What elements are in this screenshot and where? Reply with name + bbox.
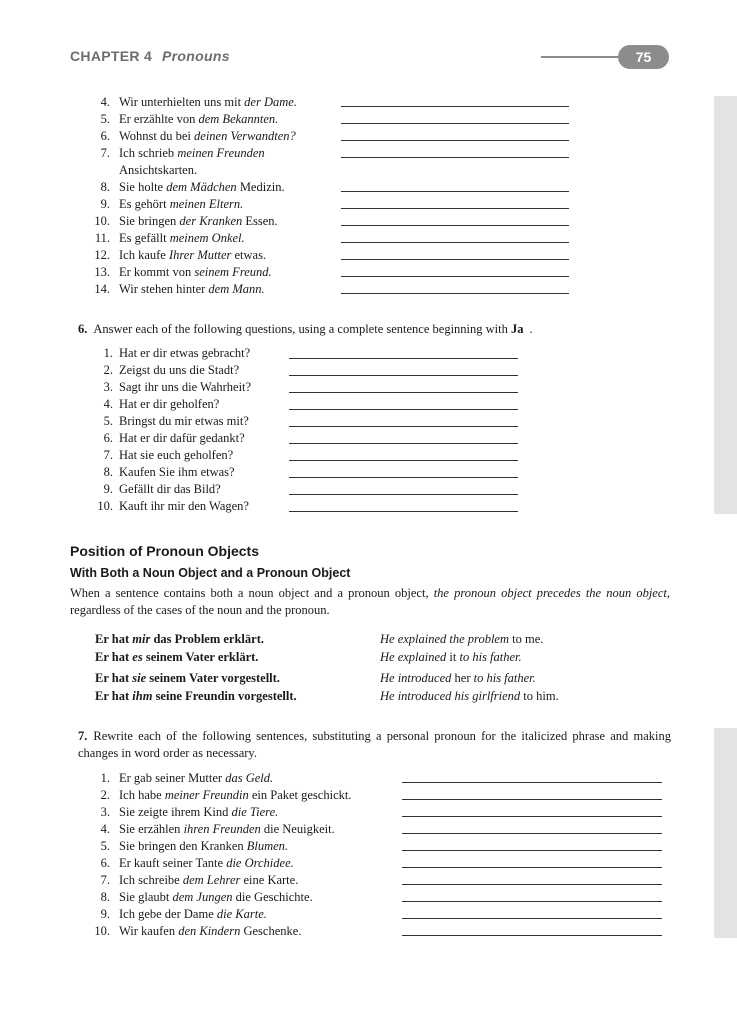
exercise-item [0, 247, 737, 264]
item-number: 6. [100, 856, 110, 870]
exercise-6-instruction: 6. Answer each of the following questions, using a complete sentence beginning with Ja . [78, 322, 533, 336]
item-number: 5. [103, 414, 113, 428]
exercise-item [0, 906, 737, 923]
exercise-item [0, 413, 737, 430]
italic-phrase: Ihrer Mutter [168, 248, 232, 262]
text-segment: seinem Vater vorgestellt. [146, 671, 280, 685]
section-subtitle: With Both a Noun Object and a Pronoun Object [70, 566, 351, 580]
text-segment: Er erzählte von [119, 112, 199, 126]
answer-line[interactable] [341, 259, 569, 260]
text-segment: Ich schrieb [119, 146, 178, 160]
exercise-item [0, 281, 737, 298]
exercise-7-instruction: 7. Rewrite each of the following sentences, substituting a personal pronoun for the italicized phrase and making changes in word order as necessary. [78, 729, 671, 760]
item-sentence [119, 787, 351, 804]
text-segment: Wir unterhielten uns mit [119, 95, 245, 109]
exercise-item [0, 179, 737, 196]
text-segment: Essen. [242, 214, 278, 228]
item-sentence [119, 804, 278, 821]
answer-line[interactable] [402, 918, 662, 919]
italic-phrase: dem Lehrer [182, 873, 241, 887]
item-number: 14. [94, 282, 110, 296]
answer-line[interactable] [402, 782, 662, 783]
section-title: Position of Pronoun Objects [70, 543, 259, 559]
text-segment: ein Paket geschickt. [248, 788, 352, 802]
item-number: 3. [100, 805, 110, 819]
item-number: 11. [94, 231, 110, 245]
item-sentence [119, 872, 298, 889]
item-number: 10. [94, 924, 110, 938]
italic-phrase: sie [132, 671, 147, 685]
item-sentence [119, 128, 296, 145]
text-segment: die Geschichte. [232, 890, 313, 904]
exercise-item [0, 111, 737, 128]
english-translation [380, 687, 559, 705]
exercise-item [0, 447, 737, 464]
item-sentence [119, 821, 335, 838]
text-segment: to me. [509, 632, 544, 646]
english-translation [380, 630, 543, 648]
text-segment: Ich kaufe [119, 248, 169, 262]
answer-line[interactable] [341, 157, 569, 158]
item-sentence [119, 855, 294, 872]
exercise-item [0, 94, 737, 111]
item-sentence [119, 889, 313, 906]
text-segment: Ich gebe der Dame [119, 907, 217, 921]
item-question: Kaufen Sie ihm etwas? [119, 465, 235, 479]
answer-line[interactable] [289, 358, 518, 359]
english-translation [380, 669, 536, 687]
answer-line[interactable] [289, 375, 518, 376]
answer-line[interactable] [341, 225, 569, 226]
exercise-item [0, 379, 737, 396]
exercise-item [0, 196, 737, 213]
italic-phrase: dem Mann. [208, 282, 265, 296]
item-number: 6. [100, 129, 110, 143]
item-number: 7. [100, 146, 110, 160]
item-sentence [119, 838, 288, 855]
example-row [0, 648, 737, 666]
italic-phrase: meiner Freundin [164, 788, 249, 802]
italic-phrase: to his father. [459, 650, 522, 664]
item-sentence-continuation: Ansichtskarten. [119, 163, 198, 177]
answer-line[interactable] [289, 460, 518, 461]
exercise-item [0, 838, 737, 855]
item-number: 9. [100, 197, 110, 211]
text-segment: eine Karte. [240, 873, 299, 887]
item-sentence [119, 264, 272, 281]
answer-line[interactable] [341, 276, 569, 277]
answer-line[interactable] [402, 884, 662, 885]
answer-line[interactable] [289, 494, 518, 495]
answer-line[interactable] [402, 816, 662, 817]
item-number: 10. [97, 499, 113, 513]
italic-phrase: dem Mädchen [166, 180, 237, 194]
item-question: Bringst du mir etwas mit? [119, 414, 249, 428]
item-sentence [119, 906, 267, 923]
exercise-item [0, 213, 737, 230]
item-question: Hat er dir etwas gebracht? [119, 346, 251, 360]
exercise-item [0, 804, 737, 821]
chapter-topic: Pronouns [162, 48, 230, 64]
example-row [0, 669, 737, 687]
italic-phrase: die Karte. [216, 907, 267, 921]
italic-phrase: mir [132, 632, 151, 646]
italic-phrase: Blumen. [246, 839, 289, 853]
answer-line[interactable] [341, 242, 569, 243]
exercise-item [0, 855, 737, 872]
italic-phrase: He introduced his girlfriend [380, 689, 521, 703]
item-sentence [119, 770, 273, 787]
italic-phrase: He explained [380, 650, 447, 664]
exercise-item [0, 396, 737, 413]
italic-phrase: dem Jungen [172, 890, 233, 904]
italic-phrase: der Kranken [179, 214, 243, 228]
italic-phrase: to his father. [473, 671, 536, 685]
item-number: 10. [94, 214, 110, 228]
item-number: 8. [103, 465, 113, 479]
exercise-item [0, 362, 737, 379]
text-segment: Er kauft seiner Tante [119, 856, 227, 870]
italic-phrase: ihm [132, 689, 153, 703]
text-segment: Geschenke. [240, 924, 302, 938]
item-question: Zeigst du uns die Stadt? [119, 363, 240, 377]
item-number: 13. [94, 265, 110, 279]
italic-phrase: das Geld. [225, 771, 274, 785]
text-segment: Medizin. [236, 180, 285, 194]
italic-phrase: He introduced [380, 671, 452, 685]
text-segment: Wohnst du bei [119, 129, 195, 143]
text-segment: Es gefällt [119, 231, 170, 245]
answer-line[interactable] [289, 511, 518, 512]
item-number: 1. [103, 346, 113, 360]
answer-line[interactable] [402, 901, 662, 902]
answer-line[interactable] [402, 867, 662, 868]
item-number: 6. [103, 431, 113, 445]
item-number: 4. [103, 397, 113, 411]
answer-line[interactable] [289, 409, 518, 410]
italic-phrase: meinen Eltern. [169, 197, 244, 211]
text-segment: Sie erzählen [119, 822, 184, 836]
example-row [0, 630, 737, 648]
italic-phrase: meinen Freunden [177, 146, 265, 160]
italic-phrase: der Dame. [244, 95, 297, 109]
example-row [0, 687, 737, 705]
item-number: 3. [103, 380, 113, 394]
item-number: 2. [100, 788, 110, 802]
item-sentence [119, 923, 301, 940]
item-sentence [119, 179, 285, 196]
italic-phrase: deinen Verwandten? [194, 129, 296, 143]
exercise-item [0, 889, 737, 906]
text-segment: to him. [520, 689, 559, 703]
answer-line[interactable] [289, 477, 518, 478]
item-number: 9. [103, 482, 113, 496]
exercise-number: 7. [78, 729, 88, 743]
text-segment: Ich schreibe [119, 873, 183, 887]
text-segment: Er hat [95, 671, 133, 685]
italic-phrase: den Kindern [178, 924, 241, 938]
answer-line[interactable] [341, 123, 569, 124]
text-segment: Wir stehen hinter [119, 282, 209, 296]
text-segment: Sie holte [119, 180, 167, 194]
italic-phrase: meinem Onkel. [169, 231, 245, 245]
text-segment: her [451, 671, 474, 685]
item-question: Hat sie euch geholfen? [119, 448, 234, 462]
text-segment: das Problem erklärt. [150, 632, 264, 646]
answer-line[interactable] [402, 850, 662, 851]
italic-phrase: die Tiere. [231, 805, 279, 819]
italic-phrase: He explained the problem [380, 632, 510, 646]
german-example [95, 630, 264, 648]
italic-phrase: die Orchidee. [226, 856, 294, 870]
item-sentence [119, 281, 265, 298]
english-translation [380, 648, 522, 666]
answer-line[interactable] [402, 935, 662, 936]
item-number: 2. [103, 363, 113, 377]
section-paragraph: When a sentence contains both a noun object and a pronoun object, the pronoun object precedes the noun object, regardless of the cases of the noun and the pronoun. [70, 586, 670, 617]
exercise-item [0, 345, 737, 362]
exercise-item [0, 787, 737, 804]
text-segment: etwas. [231, 248, 267, 262]
text-segment: Er hat [95, 650, 133, 664]
text-segment: Wir kaufen [119, 924, 179, 938]
text-segment: Er kommt von [119, 265, 195, 279]
item-sentence [119, 247, 266, 264]
exercise-item [0, 923, 737, 940]
text-segment: Er hat [95, 632, 133, 646]
item-number: 4. [100, 95, 110, 109]
exercise-item [0, 498, 737, 515]
text-segment: Es gehört [119, 197, 170, 211]
answer-line[interactable] [402, 799, 662, 800]
exercise-item [0, 145, 737, 162]
answer-line[interactable] [402, 833, 662, 834]
answer-line[interactable] [289, 426, 518, 427]
answer-line[interactable] [289, 392, 518, 393]
answer-line[interactable] [341, 191, 569, 192]
item-number: 8. [100, 180, 110, 194]
item-number: 4. [100, 822, 110, 836]
exercise-item [0, 230, 737, 247]
exercise-item [0, 430, 737, 447]
text-segment: Er gab seiner Mutter [119, 771, 226, 785]
italic-phrase: dem Bekannten. [198, 112, 279, 126]
item-number: 8. [100, 890, 110, 904]
item-sentence [119, 94, 297, 111]
answer-line[interactable] [341, 293, 569, 294]
item-sentence [119, 230, 245, 247]
item-number: 9. [100, 907, 110, 921]
text-segment: die Neuigkeit. [260, 822, 335, 836]
text-segment: Sie bringen den Kranken [119, 839, 247, 853]
item-number: 7. [103, 448, 113, 462]
item-question: Hat er dir dafür gedankt? [119, 431, 245, 445]
item-question: Kauft ihr mir den Wagen? [119, 499, 249, 513]
chapter-label: CHAPTER 4 [70, 48, 153, 64]
item-number: 5. [100, 112, 110, 126]
item-number: 12. [94, 248, 110, 262]
answer-line[interactable] [341, 208, 569, 209]
item-sentence [119, 145, 265, 162]
running-header [70, 48, 230, 64]
german-example [95, 669, 280, 687]
page-number-badge: 75 [618, 45, 669, 69]
text-segment: it [446, 650, 460, 664]
text-segment: seine Freundin vorgestellt. [152, 689, 297, 703]
item-sentence [119, 196, 243, 213]
exercise-item [0, 464, 737, 481]
german-example [95, 687, 297, 705]
answer-line[interactable] [341, 106, 569, 107]
text-segment: Sie bringen [119, 214, 180, 228]
german-example [95, 648, 258, 666]
text-segment: Sie zeigte ihrem Kind [119, 805, 232, 819]
item-sentence [119, 111, 278, 128]
item-question: Sagt ihr uns die Wahrheit? [119, 380, 252, 394]
answer-line[interactable] [289, 443, 518, 444]
item-sentence [119, 213, 278, 230]
item-number: 5. [100, 839, 110, 853]
exercise-item [0, 264, 737, 281]
italic-phrase: seinem Freund. [194, 265, 272, 279]
exercise-item [0, 128, 737, 145]
item-question: Gefällt dir das Bild? [119, 482, 221, 496]
item-number: 7. [100, 873, 110, 887]
item-number: 1. [100, 771, 110, 785]
text-segment: Er hat [95, 689, 133, 703]
italic-phrase: ihren Freunden [183, 822, 261, 836]
text-segment: seinem Vater erklärt. [142, 650, 259, 664]
exercise-number: 6. [78, 322, 88, 336]
exercise-item [0, 821, 737, 838]
exercise-item [0, 872, 737, 889]
exercise-item [0, 770, 737, 787]
text-segment: Sie glaubt [119, 890, 173, 904]
item-question: Hat er dir geholfen? [119, 397, 220, 411]
answer-line[interactable] [341, 140, 569, 141]
text-segment: Ich habe [119, 788, 165, 802]
exercise-item [0, 481, 737, 498]
italic-phrase: es [132, 650, 143, 664]
